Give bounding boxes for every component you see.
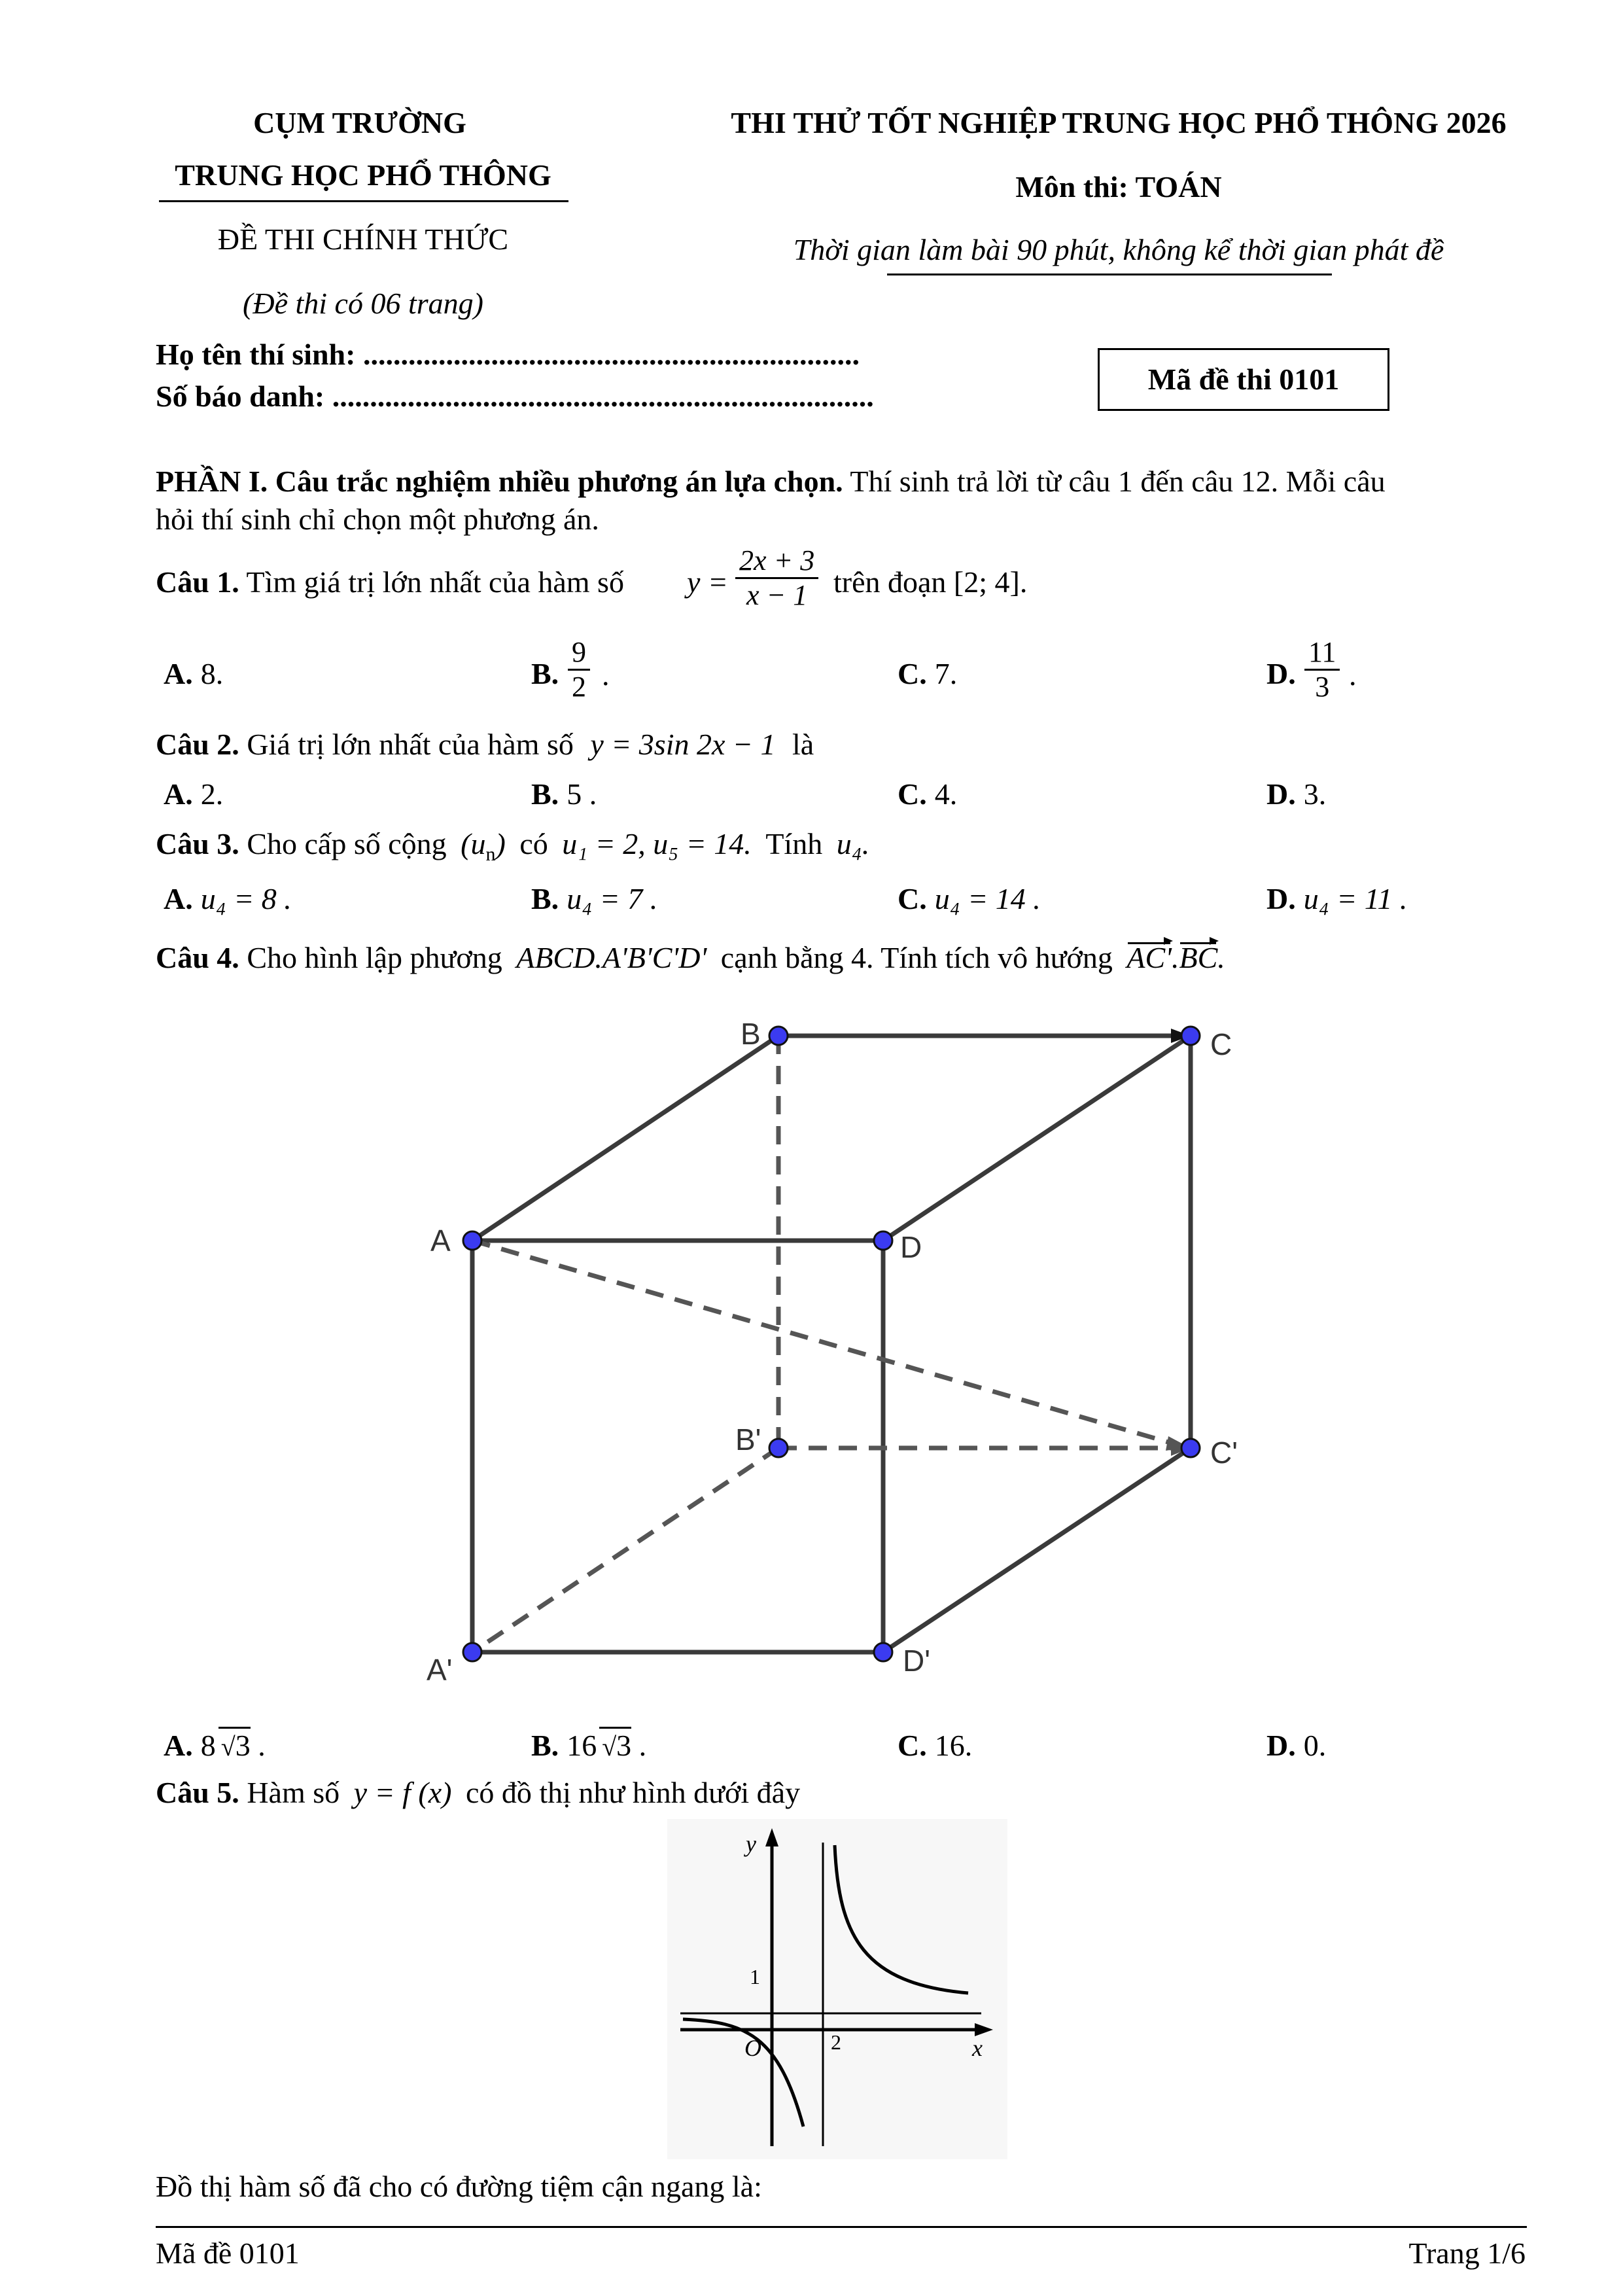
q4-text-mid: cạnh bằng 4. Tính tích vô hướng: [720, 941, 1113, 974]
edge-b1a1-hidden: [472, 1448, 778, 1652]
footer-exam-code: Mã đề 0101: [156, 2236, 300, 2270]
candidate-name-field[interactable]: Họ tên thí sinh: ..................................................................: [156, 338, 860, 371]
q3-text: Cho cấp số cộng: [247, 827, 447, 860]
q3-option-b[interactable]: B. u₄ = 7 .: [531, 882, 658, 915]
q3-option-c[interactable]: C. u₄ = 14 .: [898, 882, 1041, 915]
question-4: [156, 940, 1225, 976]
q2-option-a[interactable]: A. 2.: [164, 777, 224, 811]
candidate-id-field[interactable]: Số báo danh: ........................................................................: [156, 380, 874, 413]
q1-option-b[interactable]: B.: [531, 657, 559, 690]
q4-dot-product: AC'.BC.: [1126, 941, 1225, 974]
q4-label: Câu 4.: [156, 941, 239, 974]
question-3: [156, 826, 869, 873]
school-type: TRUNG HỌC PHỔ THÔNG: [175, 158, 551, 192]
header-left-rule: [159, 200, 568, 202]
q5-text-after: có đồ thị như hình dưới đây: [465, 1776, 801, 1809]
q1-text-after: trên đoạn [2; 4].: [833, 565, 1028, 599]
origin-label: O: [744, 2035, 761, 2061]
exam-code-box: Mã đề thi 0101: [1098, 348, 1389, 411]
edge-cd: [883, 1036, 1191, 1241]
q3-target: u₄.: [836, 827, 870, 860]
vertex-c: [1181, 1027, 1200, 1045]
q1-option-b-fraction: $\frac{9}{2}$: [568, 636, 590, 703]
q4-text: Cho hình lập phương: [247, 941, 502, 974]
part1-intro-text: Thí sinh trả lời từ câu 1 đến câu 12. Mỗi câu: [843, 465, 1386, 498]
vector-bc: BC: [1179, 940, 1217, 976]
exam-title: THI THỬ TỐT NGHIỆP TRUNG HỌC PHỔ THÔNG 2026: [731, 106, 1507, 139]
q4-option-b[interactable]: B. 16 √3 .: [531, 1727, 646, 1765]
school-cluster: CỤM TRƯỜNG: [253, 106, 466, 139]
q2-label: Câu 2.: [156, 728, 239, 761]
label-b1: B': [735, 1422, 761, 1457]
question-1: [156, 564, 624, 601]
q3-sequence: $(u_n)$: [461, 827, 506, 865]
exam-duration: Thời gian làm bài 90 phút, không kể thời gian phát đề: [793, 233, 1444, 266]
cube-figure: [393, 1001, 1308, 1688]
q1-option-c[interactable]: C. 7.: [898, 657, 958, 690]
label-d1: D': [903, 1644, 931, 1678]
q5-question: Đồ thị hàm số đã cho có đường tiệm cận ngang là:: [156, 2170, 762, 2203]
page-count-note: (Đề thi có 06 trang): [243, 287, 483, 320]
label-c: C: [1210, 1027, 1232, 1061]
official-exam-label: ĐỀ THI CHÍNH THỨC: [217, 222, 509, 256]
q3-label: Câu 3.: [156, 827, 239, 860]
q4-option-d[interactable]: D. 0.: [1266, 1729, 1327, 1762]
label-c1: C': [1210, 1436, 1238, 1470]
q1-numerator: 2x + 3: [735, 544, 818, 579]
tick-label-2: 2: [831, 2030, 841, 2054]
footer-page-number: Trang 1/6: [1408, 2236, 1526, 2270]
q3-condition: u₁ = 2, u₅ = 14.: [562, 827, 752, 860]
q3-text-after: Tính: [765, 827, 823, 860]
vertex-a1: [463, 1643, 481, 1661]
q2-text-after: là: [792, 728, 814, 761]
q3-text-mid: có: [519, 827, 548, 860]
q5-function: y = f (x): [353, 1776, 452, 1809]
axis-x-label: x: [972, 2035, 983, 2061]
header-right-rule: [887, 274, 1332, 275]
q4-option-a[interactable]: A. 8 √3 .: [164, 1727, 266, 1765]
vector-ac1: AC': [1126, 940, 1172, 976]
part1-intro: [156, 463, 1386, 500]
edge-d1c1: [883, 1448, 1191, 1652]
q1-option-a[interactable]: A. 8.: [164, 657, 224, 690]
q2-formula: y = 3sin 2x − 1: [590, 728, 776, 761]
label-a1: A': [427, 1653, 453, 1687]
q1-fraction: [735, 544, 818, 612]
q1-text: Tìm giá trị lớn nhất của hàm số: [246, 565, 624, 599]
question-2: [156, 726, 814, 763]
diagonal-ac1: [472, 1241, 1175, 1444]
q1-option-d-fraction: $\frac{11}{3}$: [1304, 636, 1340, 703]
vertex-d1: [874, 1643, 892, 1661]
q1-denominator: x − 1: [746, 579, 808, 611]
label-b: B: [741, 1017, 761, 1051]
tick-label-1: 1: [750, 1965, 760, 1988]
vertex-a: [463, 1231, 481, 1250]
q1-label: Câu 1.: [156, 565, 239, 599]
label-d: D: [900, 1230, 922, 1264]
q3-option-d[interactable]: D. u₄ = 11 .: [1266, 882, 1408, 915]
label-a: A: [430, 1224, 451, 1258]
q2-option-c[interactable]: C. 4.: [898, 777, 958, 811]
q4-option-c[interactable]: C. 16.: [898, 1729, 973, 1762]
q2-option-d[interactable]: D. 3.: [1266, 777, 1327, 811]
q1-option-d[interactable]: D.: [1266, 657, 1296, 690]
q2-option-b[interactable]: B. 5 .: [531, 777, 597, 811]
footer-rule: [156, 2226, 1527, 2228]
part1-intro-line2: hỏi thí sinh chỉ chọn một phương án.: [156, 503, 599, 536]
q5-text: Hàm số: [247, 1776, 340, 1809]
vertex-b1: [769, 1439, 788, 1457]
vertex-c1: [1181, 1439, 1200, 1457]
q1-y-eq: y =: [687, 565, 728, 599]
q3-option-a[interactable]: A. u₄ = 8 .: [164, 882, 292, 915]
part1-title: PHẦN I. Câu trắc nghiệm nhiều phương án lựa chọn.: [156, 465, 843, 498]
q2-text: Giá trị lớn nhất của hàm số: [247, 728, 574, 761]
subject-label: Môn thi: TOÁN: [1015, 170, 1222, 203]
q4-solid: ABCD.A'B'C'D': [516, 941, 707, 974]
question-5: [156, 1775, 800, 1811]
vertex-b: [769, 1027, 788, 1045]
q5-label: Câu 5.: [156, 1776, 239, 1809]
function-graph: [667, 1819, 1007, 2159]
axis-y-label: y: [746, 1831, 756, 1857]
vertex-d: [874, 1231, 892, 1250]
edge-ba: [472, 1036, 778, 1241]
